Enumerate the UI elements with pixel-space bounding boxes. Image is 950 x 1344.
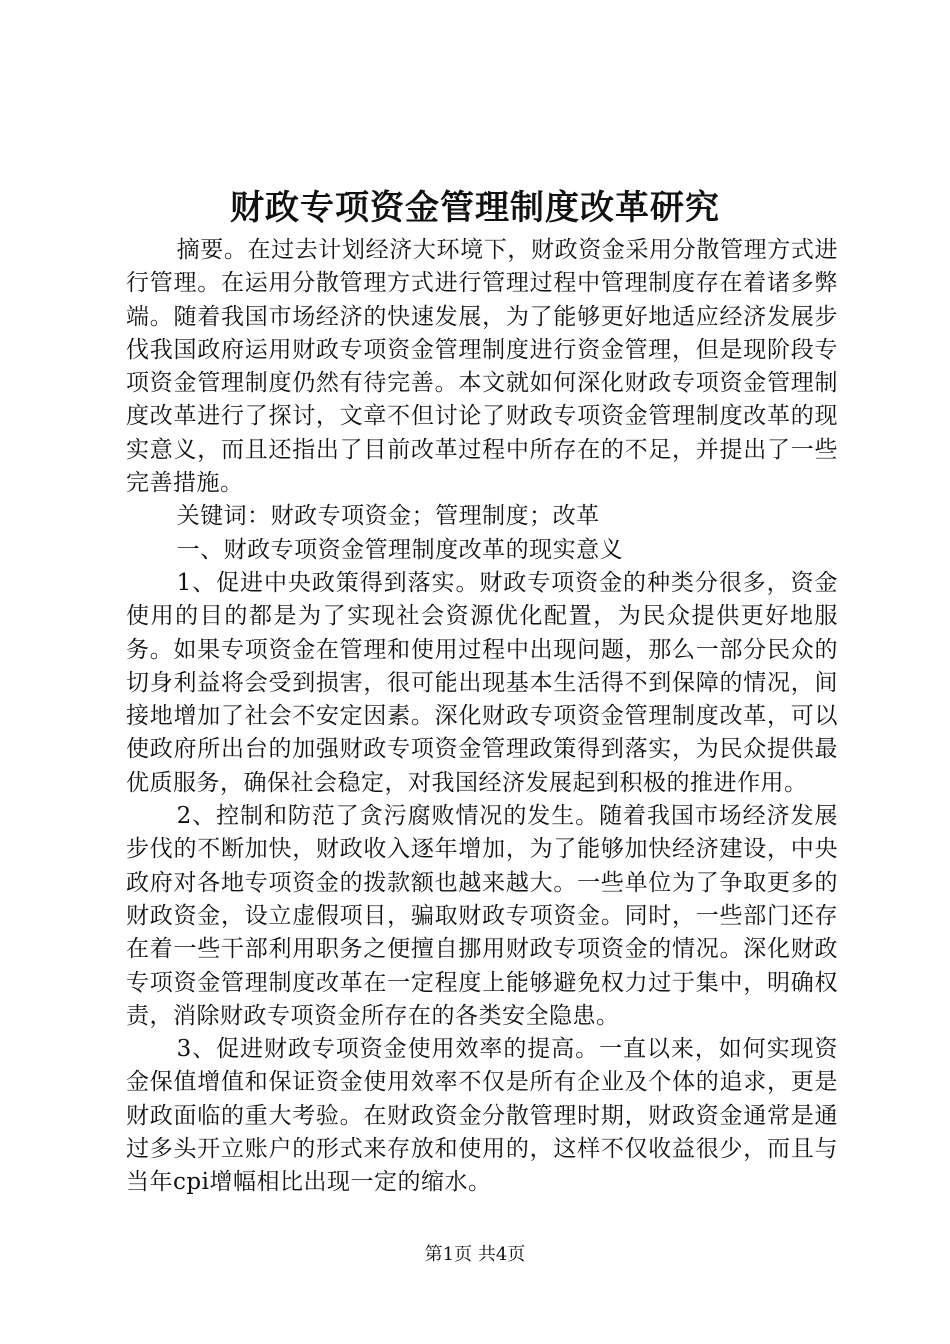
body-paragraph: 1、促进中央政策得到落实。财政专项资金的种类分很多，资金使用的目的都是为了实现社会资源优化配置，为民众提供更好地服务。如果专项资金在管理和使用过程中出现问题，那么一部分民众的切身利益将会受到损害，很可能出现基本生活得不到保障的情况，间接地增加了社会不安定因素。深化财政专项资金管理制度改革，可以使政府所出台的加强财政专项资金管理政策得到落实，为民众提供最优质服务，确保社会稳定，对我国经济发展起到积极的推进作用。 [126, 569, 838, 796]
body-paragraph: 2、控制和防范了贪污腐败情况的发生。随着我国市场经济发展步伐的不断加快，财政收入逐年增加，为了能够加快经济建设，中央政府对各地专项资金的拨款额也越来越大。一些单位为了争取更多的财政资金，设立虚假项目，骗取财政专项资金。同时，一些部门还存在着一些干部利用职务之便擅自挪用财政专项资金的情况。深化财政专项资金管理制度改革在一定程度上能够避免权力过于集中，明确权责，消除财政专项资金所存在的各类安全隐患。 [126, 803, 838, 1029]
page-number-footer: 第1页 共4页 [424, 1244, 526, 1265]
document-title: 财政专项资金管理制度改革研究 [230, 188, 720, 228]
abstract-paragraph: 摘要。在过去计划经济大环境下，财政资金采用分散管理方式进行管理。在运用分散管理方式进行管理过程中管理制度存在着诸多弊端。随着我国市场经济的快速发展，为了能够更好地适应经济发展步伐我国政府运用财政专项资金管理制度进行资金管理，但是现阶段专项资金管理制度仍然有待完善。本文就如何深化财政专项资金管理制度改革进行了探讨，文章不但讨论了财政专项资金管理制度改革的现实意义，而且还指出了目前改革过程中所存在的不足，并提出了一些完善措施。 [126, 237, 838, 497]
document-body [126, 234, 838, 1200]
keywords-paragraph: 关键词：财政专项资金；管理制度；改革 [176, 503, 600, 530]
section-heading: 一、财政专项资金管理制度改革的现实意义 [176, 536, 624, 563]
body-paragraph: 3、促进财政专项资金使用效率的提高。一直以来，如何实现资金保值增值和保证资金使用效率不仅是所有企业及个体的追求，更是财政面临的重大考验。在财政资金分散管理时期，财政资金通常是通过多头开立账户的形式来存放和使用的，这样不仅收益很少，而且与当年cpi增幅相比出现一定的缩水。 [126, 1036, 838, 1196]
